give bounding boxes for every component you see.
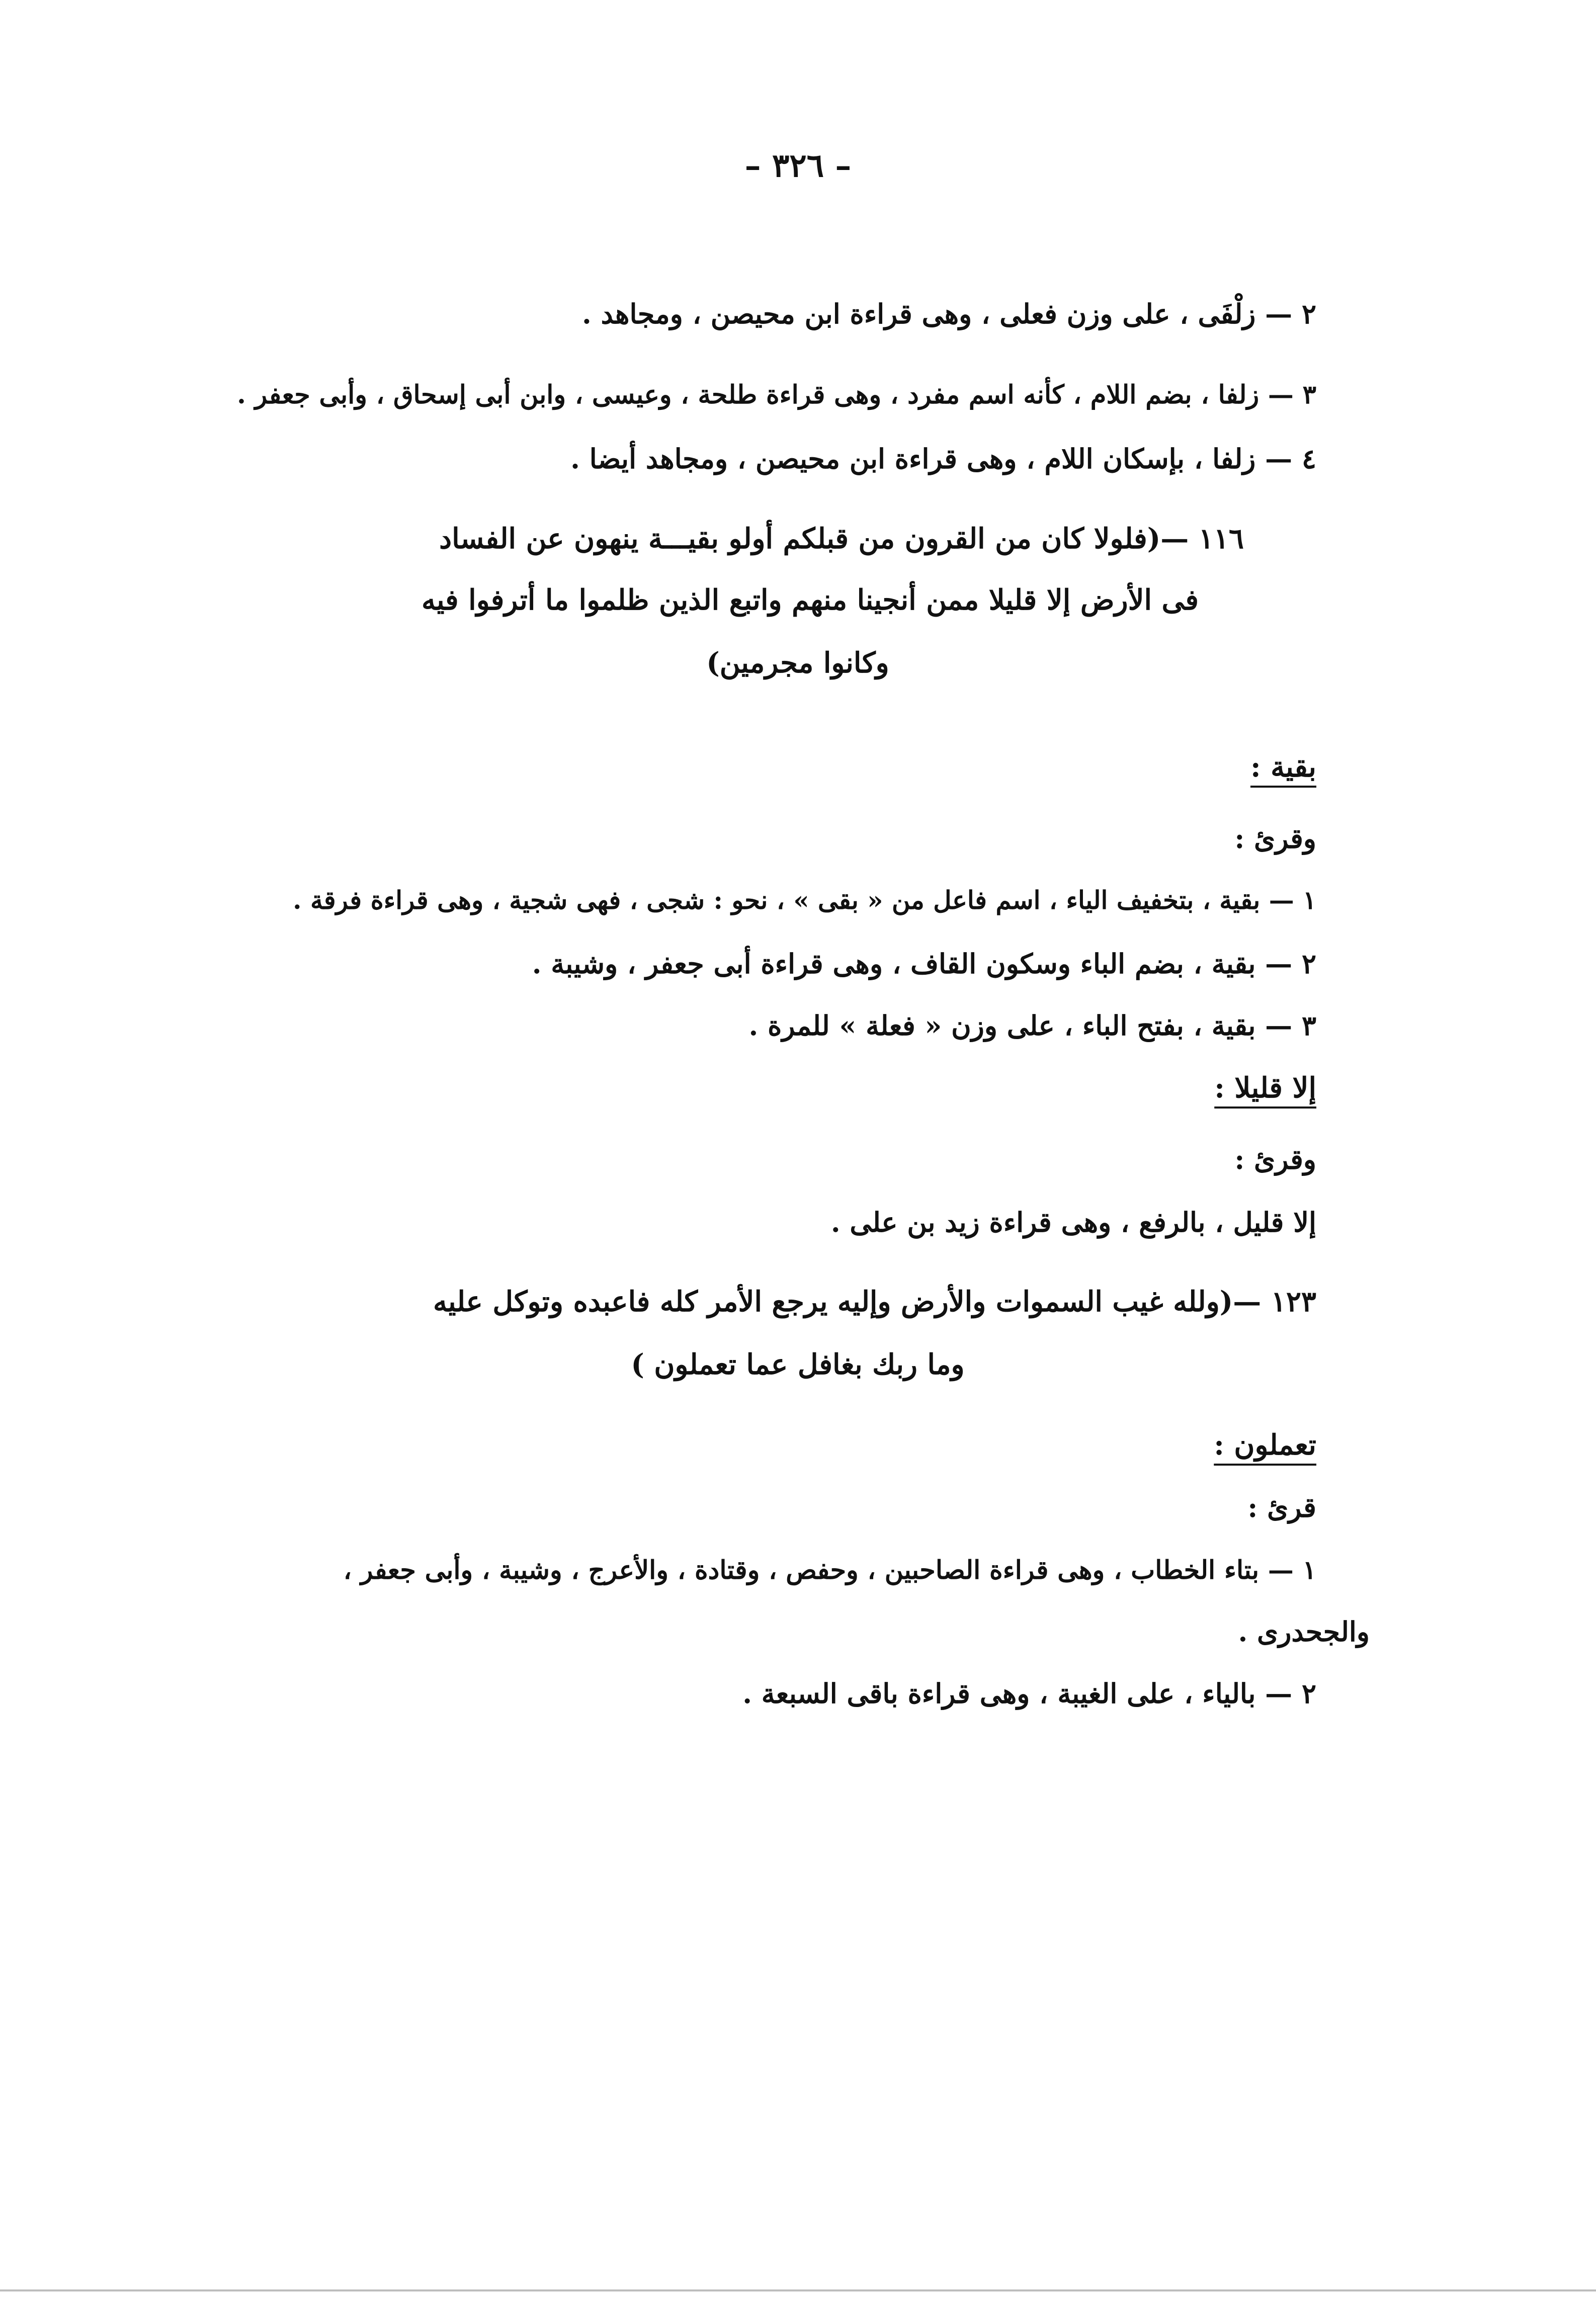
word-heading: تعملون :: [1214, 1428, 1316, 1462]
subheading: قرئ :: [1247, 1491, 1316, 1523]
text-line: ٣ — بقية ، بفتح الباء ، على وزن « فعلة » للمرة .: [748, 1009, 1316, 1042]
text-line: والجحدرى .: [1238, 1615, 1370, 1648]
text-line: ٢ — بالياء ، على الغيبة ، وهى قراءة باقى السبعة .: [742, 1677, 1316, 1710]
text-line: ٤ — زلفا ، بإسكان اللام ، وهى قراءة ابن محيصن ، ومجاهد أيضا .: [570, 443, 1316, 475]
verse-line: وما ربك بغافل عما تعملون ): [631, 1348, 965, 1381]
text-line: ١ — بقية ، بتخفيف الياء ، اسم فاعل من « بقى » ، نحو : شجى ، فهى شجية ، وهى قراءة فرقة .: [293, 885, 1316, 915]
text-line: ٢ — زلْفَى ، على وزن فعلى ، وهى قراءة ابن محيصن ، ومجاهد .: [582, 298, 1316, 330]
verse-line: فى الأرض إلا قليلا ممن أنجينا منهم واتبع الذين ظلموا ما أترفوا فيه: [421, 583, 1199, 617]
verse-line: ١٢٣ —(ولله غيب السموات والأرض وإليه يرجع الأمر كله فاعبده وتوكل عليه: [433, 1285, 1316, 1318]
text-line: ٣ — زلفا ، بضم اللام ، كأنه اسم مفرد ، وهى قراءة طلحة ، وعيسى ، وابن أبى إسحاق ، وأبى جعفر .: [237, 380, 1316, 410]
text-line: إلا قليل ، بالرفع ، وهى قراءة زيد بن على .: [830, 1206, 1316, 1238]
word-heading: إلا قليلا :: [1214, 1071, 1316, 1104]
word-heading: بقية :: [1250, 750, 1316, 784]
page-number: – ٣٢٦ –: [744, 147, 852, 185]
subheading: وقرئ :: [1234, 1143, 1316, 1175]
verse-line: وكانوا مجرمين): [706, 646, 889, 679]
verse-line: ١١٦ —(فلولا كان من القرون من قبلكم أولو بقيـــة ينهون عن الفساد: [439, 522, 1244, 555]
text-line: ٢ — بقية ، بضم الباء وسكون القاف ، وهى قراءة أبى جعفر ، وشيبة .: [532, 948, 1316, 980]
text-line: ١ — بتاء الخطاب ، وهى قراءة الصاحبين ، وحفص ، وقتادة ، والأعرج ، وشيبة ، وأبى جعفر ،: [343, 1555, 1316, 1585]
page-bottom-edge: [0, 2289, 1596, 2291]
subheading: وقرئ :: [1234, 822, 1316, 855]
